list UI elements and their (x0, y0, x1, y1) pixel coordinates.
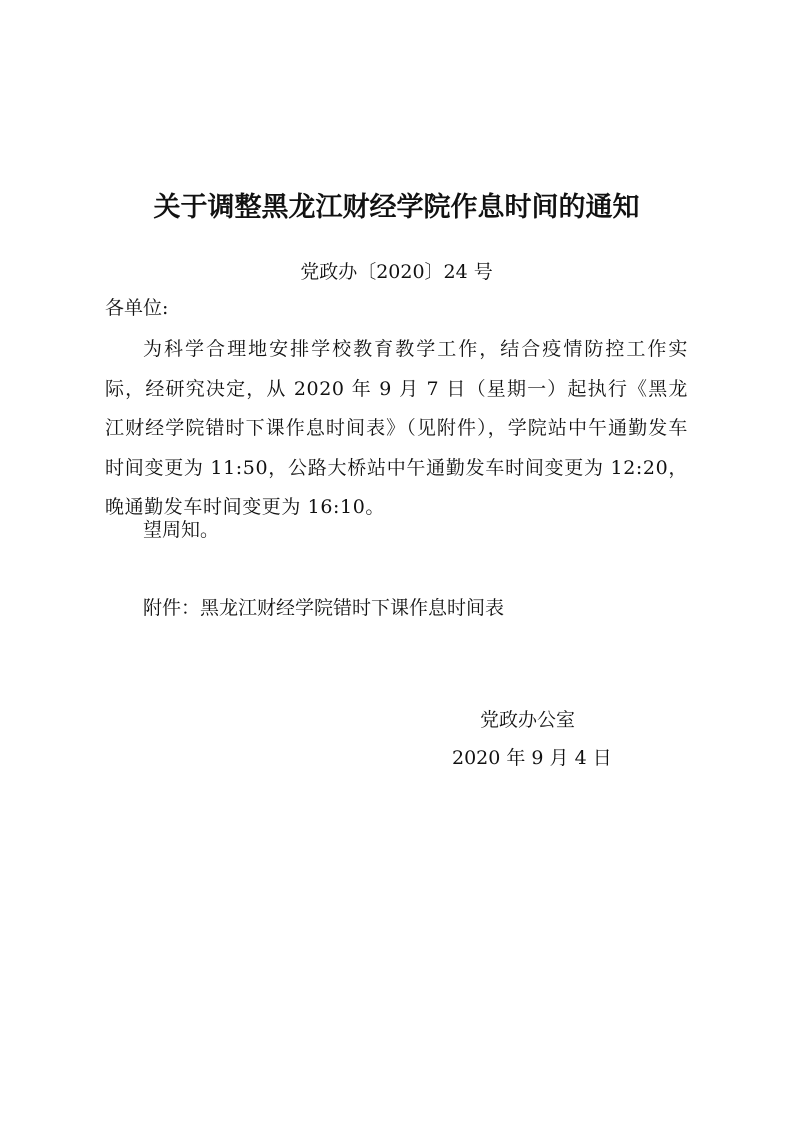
signature-office: 党政办公室 (480, 709, 576, 731)
attachment-line: 附件：黑龙江财经学院错时下课作息时间表 (143, 597, 505, 619)
closing-line: 望周知。 (143, 519, 220, 541)
salutation: 各单位: (105, 297, 169, 319)
document-number: 党政办〔2020〕24 号 (300, 261, 493, 283)
document-title: 关于调整黑龙江财经学院作息时间的通知 (153, 192, 640, 223)
body-paragraph: 为科学合理地安排学校教育教学工作，结合疫情防控工作实际，经研究决定，从 2020 年 9 月 7 日（星期一）起执行《黑龙江财经学院错时下课作息时间表》（见附件），学院站中午通勤发车时间变更为 11:50，公路大桥站中午通勤发车时间变更为 12:20，晚通勤发车时间变更为 16:10。 (105, 338, 688, 518)
signature-date: 2020 年 9 月 4 日 (452, 747, 612, 769)
